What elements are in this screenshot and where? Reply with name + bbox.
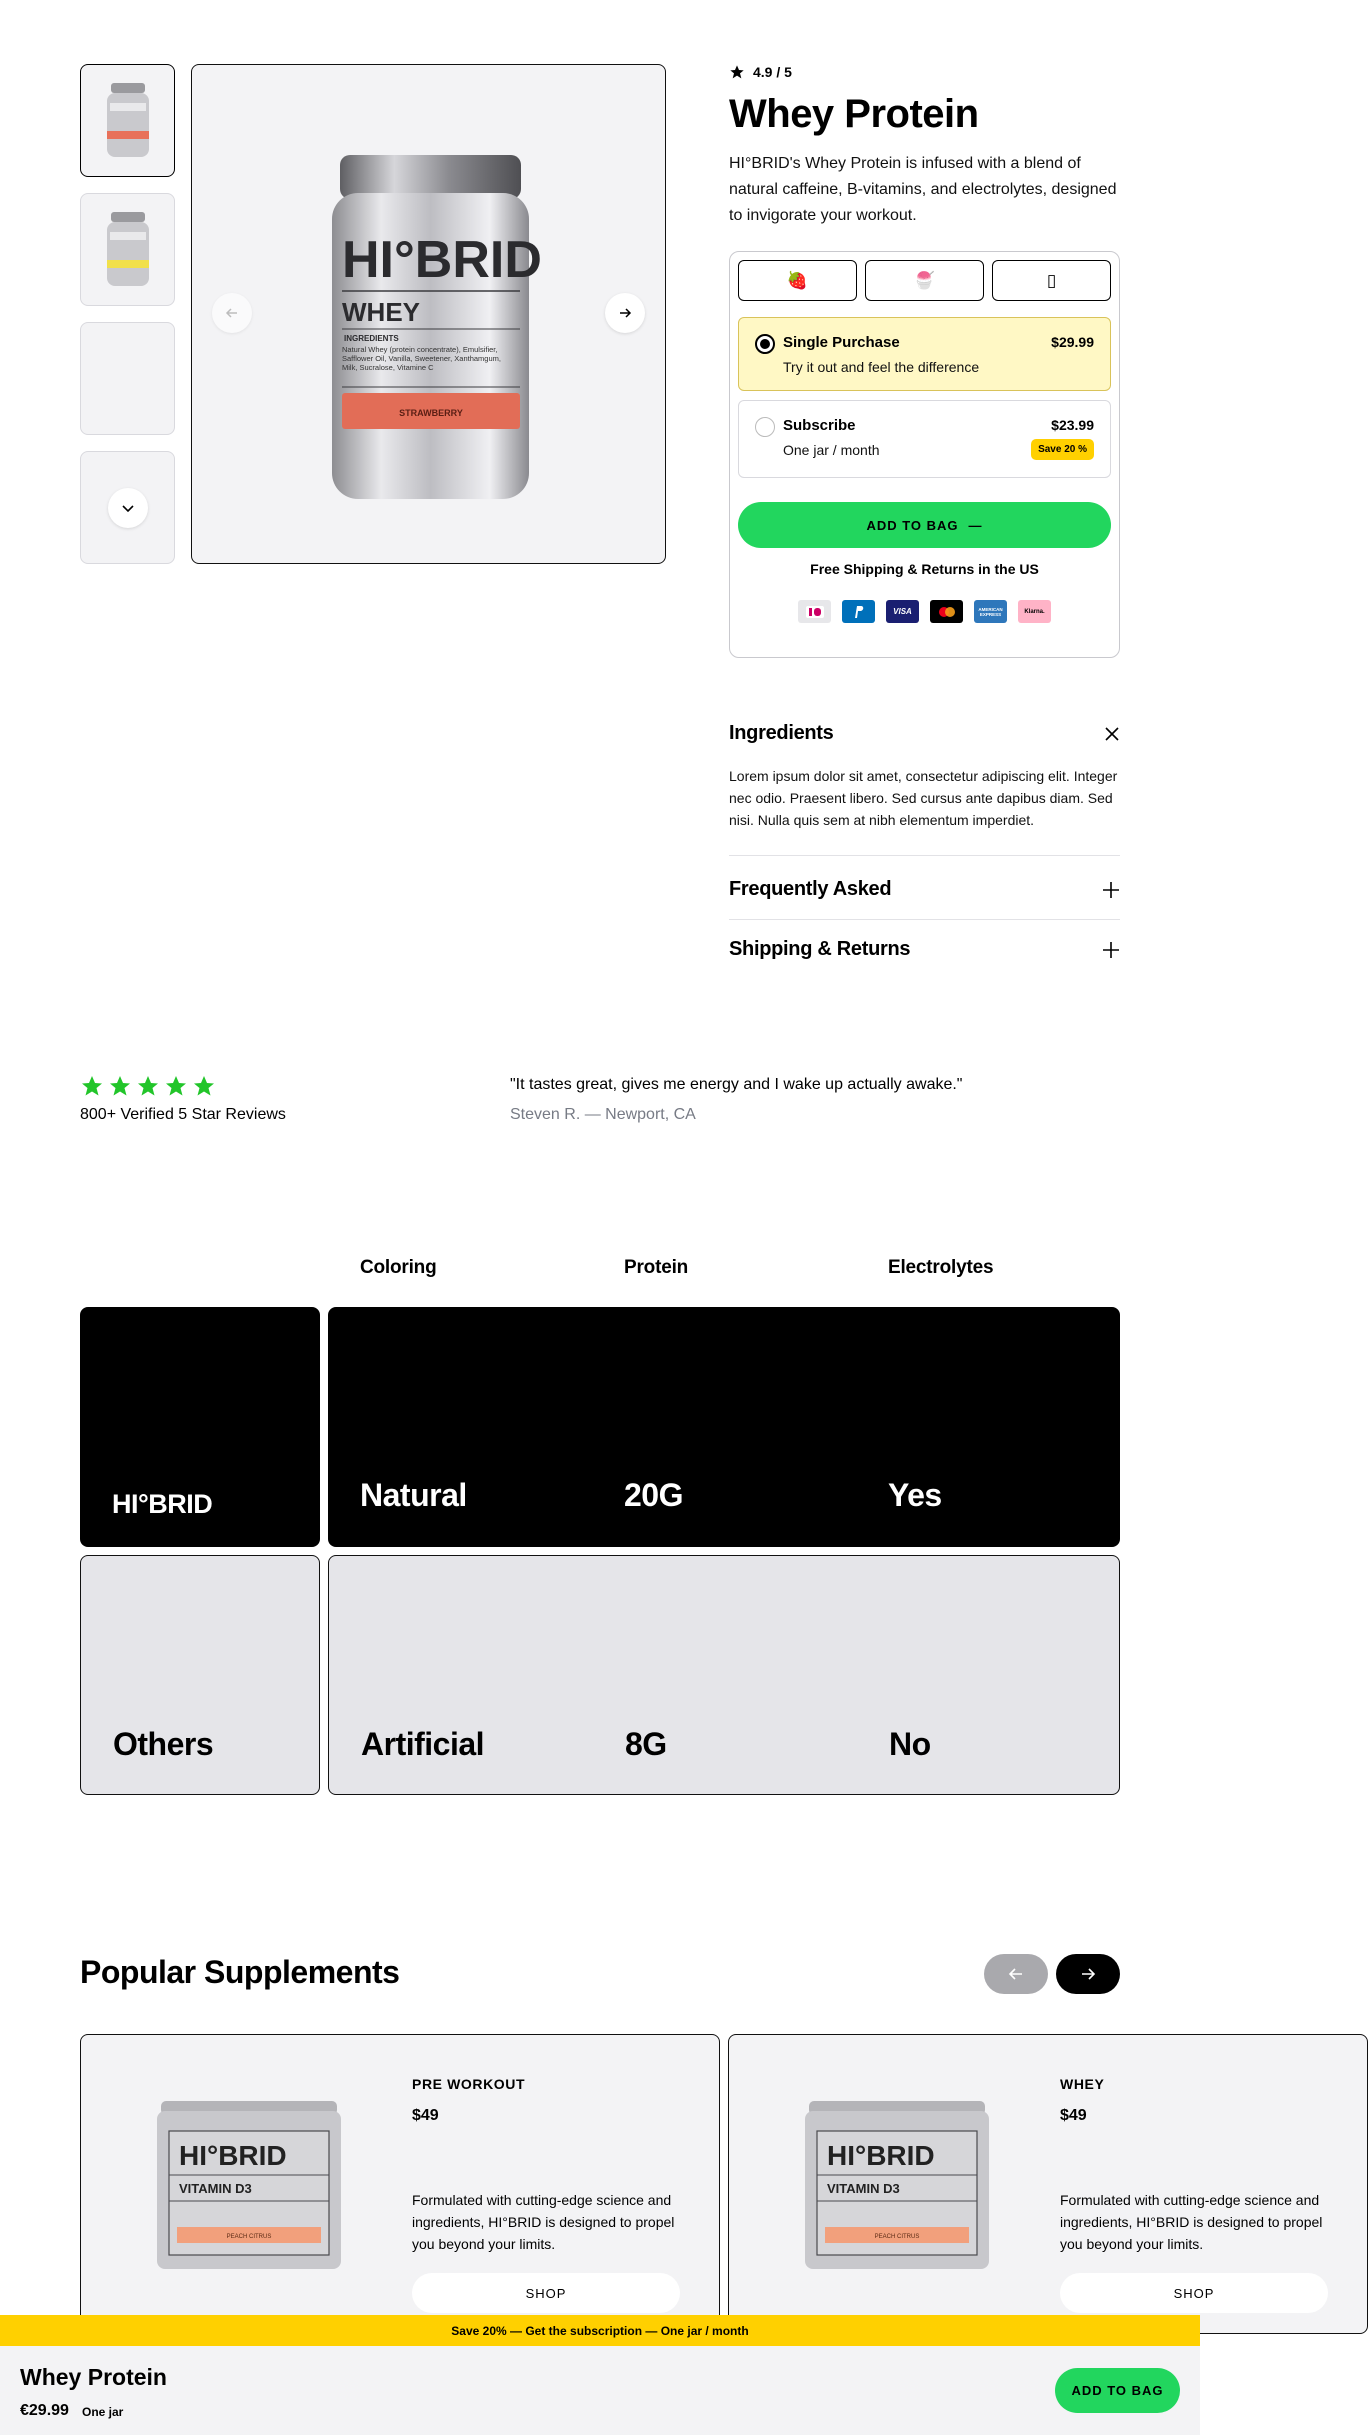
close-icon[interactable] (1104, 726, 1120, 742)
arrow-left-icon (224, 305, 240, 321)
vitamin-tin-illustration (801, 2101, 1001, 2271)
amex-icon: AMERICAN EXPRESS (974, 600, 1007, 623)
mastercard-icon (930, 600, 963, 623)
carousel-next-button[interactable] (1056, 1954, 1120, 1994)
column-header-coloring: Coloring (360, 1257, 437, 1278)
shop-button[interactable]: SHOP (1060, 2273, 1328, 2313)
card-category: PRE WORKOUT (412, 2076, 526, 2092)
brand-coloring-value: Natural (360, 1477, 467, 1513)
product-card[interactable] (80, 2034, 720, 2334)
accordion-ingredients (729, 722, 1120, 855)
missing-glyph-icon: ▯ (1046, 270, 1057, 290)
column-header-electrolytes: Electrolytes (888, 1257, 994, 1278)
accordion-shipping (729, 919, 1120, 979)
accordion-title: Frequently Asked (729, 878, 892, 900)
accordion-body: Lorem ipsum dolor sit amet, consectetur adipiscing elit. Integer nec odio. Praesent libero. Sed cursus ante dapibus diam. Sed nisi. Nulla quis sem at nibh elementum imperdiet. (729, 768, 1118, 828)
star-icon (164, 1074, 188, 1098)
accordion-header[interactable] (729, 878, 1120, 901)
brand-values-row (328, 1307, 1120, 1547)
sticky-add-to-bag-button[interactable]: ADD TO BAG (1055, 2368, 1180, 2413)
sticky-purchase-bar (0, 2346, 1200, 2435)
arrow-left-icon (1007, 1965, 1025, 1983)
visa-icon: VISA (886, 600, 919, 623)
arrow-right-icon (1079, 1965, 1097, 1983)
card-price: $49 (412, 2107, 439, 2124)
option-single-purchase[interactable] (738, 317, 1111, 391)
others-electrolytes-value: No (889, 1726, 931, 1762)
card-price: $49 (1060, 2107, 1087, 2124)
card-description: Formulated with cutting-edge science and ingredients, HI°BRID is designed to propel you beyond your limits. (412, 2192, 675, 2252)
flavor-selector (738, 260, 1111, 301)
option-subscribe[interactable] (738, 400, 1111, 478)
review-author: Steven R. — Newport, CA (510, 1106, 696, 1123)
others-label: Others (113, 1726, 214, 1762)
star-icon (108, 1074, 132, 1098)
option-name: Subscribe (783, 417, 856, 434)
thumbnail-list (80, 64, 175, 580)
reviews-summary (80, 1074, 286, 1124)
others-protein-value: 8G (625, 1726, 667, 1762)
star-icon (192, 1074, 216, 1098)
plus-icon[interactable] (1102, 941, 1120, 959)
product-title: Whey Protein (729, 92, 979, 136)
rating-value: 4.9 / 5 (753, 64, 792, 80)
strawberry-icon: 🍓 (786, 270, 809, 290)
jar-thumbnail-icon (103, 210, 153, 290)
ideal-icon (798, 600, 831, 623)
accordion-faq (729, 855, 1120, 919)
svg-text:INGREDIENTS: INGREDIENTS (344, 334, 399, 343)
svg-text:VITAMIN D3: VITAMIN D3 (179, 2181, 252, 2196)
sticky-quantity: One jar (82, 2405, 124, 2419)
add-to-bag-label: ADD TO BAG (866, 517, 959, 533)
flavor-strawberry-button[interactable] (738, 260, 857, 301)
dash-icon: — (968, 517, 983, 533)
brand-protein-value: 20G (624, 1477, 683, 1513)
add-to-bag-button[interactable] (738, 502, 1111, 548)
product-card[interactable] (728, 2034, 1368, 2334)
rating (729, 64, 1120, 80)
accordion-header[interactable] (729, 722, 1120, 745)
others-label-cell (80, 1555, 320, 1795)
chevron-down-icon (121, 501, 135, 515)
single-purchase-radio[interactable] (755, 334, 775, 354)
whey-jar-illustration (192, 65, 667, 565)
flavor-ice-cream-button[interactable] (865, 260, 984, 301)
product-info (729, 64, 1120, 658)
accordion-title: Ingredients (729, 722, 834, 744)
svg-text:VITAMIN D3: VITAMIN D3 (827, 2181, 900, 2196)
option-price: $29.99 (1051, 334, 1094, 350)
save-badge: Save 20 % (1031, 439, 1094, 460)
subscribe-radio[interactable] (755, 417, 775, 437)
thumbnail-banana[interactable] (80, 193, 175, 306)
option-price: $23.99 (1051, 417, 1094, 433)
hibrid-logo: HI°BRID (112, 1489, 213, 1519)
carousel-prev-button[interactable] (984, 1954, 1048, 1994)
sticky-price: €29.99 (20, 2402, 69, 2419)
card-category: WHEY (1060, 2076, 1105, 2092)
payment-methods (738, 600, 1111, 623)
plus-icon[interactable] (1102, 881, 1120, 899)
scroll-down-button[interactable] (108, 488, 148, 528)
ice-cream-icon: 🍧 (913, 270, 936, 290)
svg-text:STRAWBERRY: STRAWBERRY (399, 408, 463, 418)
svg-text:HI°BRID: HI°BRID (179, 2140, 287, 2171)
klarna-icon: Klarna. (1018, 600, 1051, 623)
card-description: Formulated with cutting-edge science and ingredients, HI°BRID is designed to propel you beyond your limits. (1060, 2192, 1323, 2252)
paypal-icon (842, 600, 875, 623)
promo-bar[interactable]: Save 20% — Get the subscription — One jar / month (0, 2315, 1200, 2346)
review-quote: "It tastes great, gives me energy and I wake up actually awake." (510, 1076, 963, 1093)
accordion-title: Shipping & Returns (729, 938, 911, 960)
svg-text:PEACH CITRUS: PEACH CITRUS (874, 2234, 920, 2240)
image-prev-button[interactable] (212, 293, 252, 333)
star-icon (136, 1074, 160, 1098)
flavor-third-button[interactable] (992, 260, 1111, 301)
svg-text:HI°BRID: HI°BRID (827, 2140, 935, 2171)
accordion-header[interactable] (729, 938, 1120, 961)
main-product-image (191, 64, 666, 564)
vitamin-tin-illustration (153, 2101, 353, 2271)
reviews-count: 800+ Verified 5 Star Reviews (80, 1106, 286, 1123)
arrow-right-icon (617, 305, 633, 321)
others-values-row (328, 1555, 1120, 1795)
free-shipping-note: Free Shipping & Returns in the US (810, 561, 1039, 577)
column-header-protein: Protein (624, 1257, 689, 1278)
svg-text:HI°BRID: HI°BRID (342, 231, 542, 289)
image-next-button[interactable] (605, 293, 645, 333)
svg-text:WHEY: WHEY (342, 297, 420, 327)
option-name: Single Purchase (783, 334, 900, 351)
thumbnail-more[interactable] (80, 451, 175, 564)
others-coloring-value: Artificial (361, 1726, 485, 1762)
svg-text:PEACH CITRUS: PEACH CITRUS (226, 2234, 272, 2240)
purchase-box (729, 251, 1120, 658)
star-icon (729, 64, 745, 80)
brand-label-cell (80, 1307, 320, 1547)
star-icon (80, 1074, 104, 1098)
product-description: HI°BRID's Whey Protein is infused with a blend of natural caffeine, B-vitamins, and electrolytes, designed to invigorate your workout. (729, 155, 1117, 224)
product-accordion (729, 722, 1120, 979)
shop-button[interactable]: SHOP (412, 2273, 680, 2313)
jar-ingredients-text: Natural Whey (protein concentrate), Emulsifier, Safflower Oil, Vanilla, Sweetener, Xanthamgum, Milk, Sucralose, Vitamine C (342, 345, 501, 372)
popular-title: Popular Supplements (80, 1954, 400, 1990)
thumbnail-strawberry[interactable] (80, 64, 175, 177)
brand-electrolytes-value: Yes (888, 1477, 942, 1513)
five-star-rating (80, 1074, 286, 1098)
jar-thumbnail-icon (103, 81, 153, 161)
option-subtitle: One jar / month (783, 442, 880, 458)
thumbnail-empty[interactable] (80, 322, 175, 435)
option-subtitle: Try it out and feel the difference (783, 359, 980, 375)
sticky-product-title: Whey Protein (20, 2364, 167, 2390)
